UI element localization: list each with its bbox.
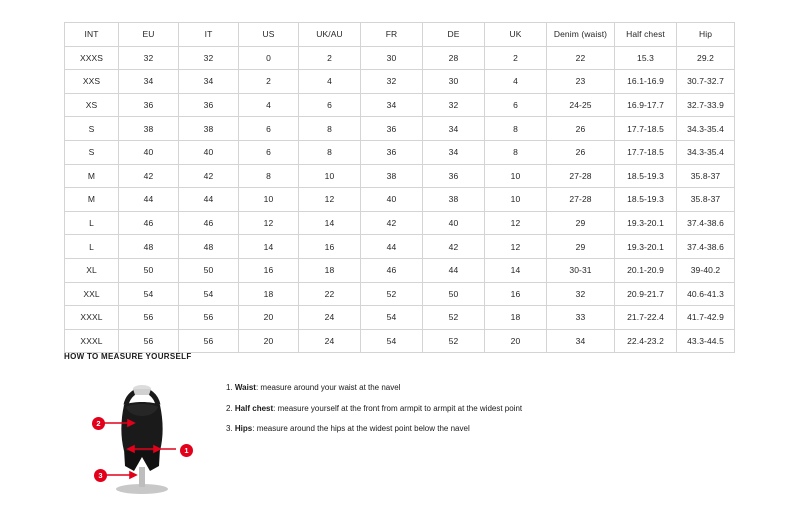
table-row: [65, 306, 735, 330]
measure-step-waist: [226, 383, 522, 393]
cell-denim-waist: 32: [547, 282, 615, 306]
cell-us: 0: [239, 46, 299, 70]
measure-step-hips: [226, 424, 522, 434]
cell-uk: 6: [485, 93, 547, 117]
cell-denim-waist: 27-28: [547, 164, 615, 188]
cell-us: 10: [239, 188, 299, 212]
column-header-it: IT: [179, 23, 239, 47]
cell-us: 20: [239, 329, 299, 353]
cell-denim-waist: 27-28: [547, 188, 615, 212]
cell-eu: 40: [119, 140, 179, 164]
cell-eu: 48: [119, 235, 179, 259]
cell-hip: 43.3-44.5: [677, 329, 735, 353]
cell-us: 8: [239, 164, 299, 188]
table-header-row: [65, 23, 735, 47]
cell-uk-au: 16: [299, 235, 361, 259]
cell-int: XXS: [65, 70, 119, 94]
column-header-de: DE: [423, 23, 485, 47]
step-term: Half chest: [234, 403, 274, 413]
marker-1: 1: [180, 444, 193, 457]
cell-hip: 40.6-41.3: [677, 282, 735, 306]
cell-us: 4: [239, 93, 299, 117]
cell-uk-au: 2: [299, 46, 361, 70]
cell-uk: 8: [485, 117, 547, 141]
cell-int: XS: [65, 93, 119, 117]
table-body: [65, 46, 735, 353]
how-to-measure-title: HOW TO MEASURE YOURSELF: [64, 352, 192, 361]
cell-de: 42: [423, 235, 485, 259]
size-table-container: [64, 22, 734, 353]
cell-denim-waist: 33: [547, 306, 615, 330]
cell-it: 32: [179, 46, 239, 70]
cell-hip: 37.4-38.6: [677, 211, 735, 235]
cell-us: 18: [239, 282, 299, 306]
cell-denim-waist: 29: [547, 211, 615, 235]
how-to-measure-body: [64, 371, 734, 496]
cell-uk-au: 12: [299, 188, 361, 212]
cell-fr: 32: [361, 70, 423, 94]
cell-uk: 20: [485, 329, 547, 353]
cell-half-chest: 15.3: [615, 46, 677, 70]
cell-denim-waist: 26: [547, 140, 615, 164]
column-header-fr: FR: [361, 23, 423, 47]
step-number: 2.: [226, 403, 233, 413]
column-header-us: US: [239, 23, 299, 47]
step-text: : measure yourself at the front from armpit to armpit at the widest point: [273, 403, 523, 413]
cell-uk: 14: [485, 258, 547, 282]
cell-fr: 38: [361, 164, 423, 188]
cell-fr: 54: [361, 306, 423, 330]
table-header: [65, 23, 735, 47]
cell-int: XXL: [65, 282, 119, 306]
cell-de: 34: [423, 117, 485, 141]
cell-int: S: [65, 117, 119, 141]
cell-int: S: [65, 140, 119, 164]
cell-half-chest: 17.7-18.5: [615, 140, 677, 164]
cell-hip: 35.8-37: [677, 164, 735, 188]
column-header-uk: UK: [485, 23, 547, 47]
cell-uk: 12: [485, 235, 547, 259]
cell-eu: 32: [119, 46, 179, 70]
table-row: [65, 188, 735, 212]
cell-eu: 56: [119, 306, 179, 330]
table-row: [65, 46, 735, 70]
cell-uk: 10: [485, 188, 547, 212]
cell-eu: 34: [119, 70, 179, 94]
cell-half-chest: 20.1-20.9: [615, 258, 677, 282]
cell-uk-au: 18: [299, 258, 361, 282]
cell-half-chest: 16.9-17.7: [615, 93, 677, 117]
cell-uk: 16: [485, 282, 547, 306]
size-conversion-table: [64, 22, 735, 353]
cell-uk-au: 10: [299, 164, 361, 188]
mannequin-diagram-icon: [64, 371, 214, 496]
cell-denim-waist: 26: [547, 117, 615, 141]
cell-fr: 40: [361, 188, 423, 212]
cell-hip: 41.7-42.9: [677, 306, 735, 330]
cell-it: 48: [179, 235, 239, 259]
cell-it: 56: [179, 329, 239, 353]
marker-2: 2: [92, 417, 105, 430]
cell-denim-waist: 30-31: [547, 258, 615, 282]
column-header-half-chest: Half chest: [615, 23, 677, 47]
how-to-measure-section: [64, 352, 734, 496]
cell-uk-au: 24: [299, 329, 361, 353]
cell-de: 28: [423, 46, 485, 70]
cell-uk-au: 4: [299, 70, 361, 94]
cell-int: XXXL: [65, 329, 119, 353]
cell-int: L: [65, 235, 119, 259]
table-row: [65, 93, 735, 117]
cell-int: XL: [65, 258, 119, 282]
cell-half-chest: 17.7-18.5: [615, 117, 677, 141]
step-term: Hips: [234, 424, 253, 434]
column-header-uk-au: UK/AU: [299, 23, 361, 47]
cell-uk-au: 8: [299, 117, 361, 141]
cell-fr: 34: [361, 93, 423, 117]
cell-fr: 54: [361, 329, 423, 353]
cell-fr: 44: [361, 235, 423, 259]
cell-hip: 35.8-37: [677, 188, 735, 212]
cell-de: 38: [423, 188, 485, 212]
cell-us: 2: [239, 70, 299, 94]
cell-it: 42: [179, 164, 239, 188]
column-header-denim-waist: Denim (waist): [547, 23, 615, 47]
cell-de: 40: [423, 211, 485, 235]
cell-it: 44: [179, 188, 239, 212]
cell-eu: 42: [119, 164, 179, 188]
cell-hip: 34.3-35.4: [677, 140, 735, 164]
cell-int: L: [65, 211, 119, 235]
cell-hip: 39-40.2: [677, 258, 735, 282]
cell-uk-au: 24: [299, 306, 361, 330]
cell-hip: 37.4-38.6: [677, 235, 735, 259]
table-row: [65, 258, 735, 282]
cell-us: 16: [239, 258, 299, 282]
cell-us: 6: [239, 140, 299, 164]
cell-it: 46: [179, 211, 239, 235]
cell-hip: 30.7-32.7: [677, 70, 735, 94]
cell-fr: 30: [361, 46, 423, 70]
cell-de: 36: [423, 164, 485, 188]
cell-de: 52: [423, 306, 485, 330]
cell-uk: 10: [485, 164, 547, 188]
cell-uk: 4: [485, 70, 547, 94]
cell-it: 36: [179, 93, 239, 117]
column-header-int: INT: [65, 23, 119, 47]
table-row: [65, 282, 735, 306]
step-text: : measure around your waist at the navel: [255, 383, 401, 392]
cell-it: 54: [179, 282, 239, 306]
cell-half-chest: 19.3-20.1: [615, 235, 677, 259]
cell-us: 6: [239, 117, 299, 141]
cell-uk-au: 22: [299, 282, 361, 306]
step-term: Waist: [234, 383, 256, 392]
cell-fr: 42: [361, 211, 423, 235]
cell-denim-waist: 34: [547, 329, 615, 353]
cell-de: 44: [423, 258, 485, 282]
cell-hip: 34.3-35.4: [677, 117, 735, 141]
column-header-eu: EU: [119, 23, 179, 47]
cell-fr: 46: [361, 258, 423, 282]
cell-half-chest: 16.1-16.9: [615, 70, 677, 94]
cell-eu: 36: [119, 93, 179, 117]
cell-half-chest: 19.3-20.1: [615, 211, 677, 235]
cell-half-chest: 22.4-23.2: [615, 329, 677, 353]
cell-de: 50: [423, 282, 485, 306]
cell-int: XXXL: [65, 306, 119, 330]
cell-fr: 36: [361, 140, 423, 164]
cell-it: 34: [179, 70, 239, 94]
cell-eu: 56: [119, 329, 179, 353]
step-number: 3.: [226, 424, 233, 434]
cell-it: 56: [179, 306, 239, 330]
cell-de: 34: [423, 140, 485, 164]
step-number: 1.: [226, 383, 233, 392]
table-row: [65, 329, 735, 353]
cell-denim-waist: 24-25: [547, 93, 615, 117]
cell-uk-au: 8: [299, 140, 361, 164]
cell-eu: 38: [119, 117, 179, 141]
table-row: [65, 211, 735, 235]
cell-uk: 8: [485, 140, 547, 164]
cell-eu: 46: [119, 211, 179, 235]
cell-hip: 32.7-33.9: [677, 93, 735, 117]
cell-int: XXXS: [65, 46, 119, 70]
cell-it: 50: [179, 258, 239, 282]
table-row: [65, 70, 735, 94]
cell-fr: 52: [361, 282, 423, 306]
table-row: [65, 164, 735, 188]
cell-de: 30: [423, 70, 485, 94]
cell-uk-au: 6: [299, 93, 361, 117]
cell-de: 32: [423, 93, 485, 117]
cell-us: 20: [239, 306, 299, 330]
cell-us: 14: [239, 235, 299, 259]
table-row: [65, 140, 735, 164]
step-text: : measure around the hips at the widest point below the navel: [252, 424, 470, 434]
cell-eu: 54: [119, 282, 179, 306]
cell-uk: 2: [485, 46, 547, 70]
cell-half-chest: 18.5-19.3: [615, 188, 677, 212]
cell-half-chest: 18.5-19.3: [615, 164, 677, 188]
measure-step-half-chest: [226, 404, 522, 414]
cell-de: 52: [423, 329, 485, 353]
measure-steps-list: [226, 371, 522, 445]
cell-eu: 50: [119, 258, 179, 282]
cell-half-chest: 20.9-21.7: [615, 282, 677, 306]
cell-uk-au: 14: [299, 211, 361, 235]
table-row: [65, 117, 735, 141]
cell-eu: 44: [119, 188, 179, 212]
cell-uk: 12: [485, 211, 547, 235]
cell-denim-waist: 22: [547, 46, 615, 70]
measurement-figure: [64, 371, 214, 496]
cell-it: 40: [179, 140, 239, 164]
cell-int: M: [65, 188, 119, 212]
cell-fr: 36: [361, 117, 423, 141]
cell-it: 38: [179, 117, 239, 141]
table-row: [65, 235, 735, 259]
column-header-hip: Hip: [677, 23, 735, 47]
cell-denim-waist: 29: [547, 235, 615, 259]
marker-3: 3: [94, 469, 107, 482]
cell-us: 12: [239, 211, 299, 235]
cell-denim-waist: 23: [547, 70, 615, 94]
cell-hip: 29.2: [677, 46, 735, 70]
cell-half-chest: 21.7-22.4: [615, 306, 677, 330]
cell-uk: 18: [485, 306, 547, 330]
cell-int: M: [65, 164, 119, 188]
